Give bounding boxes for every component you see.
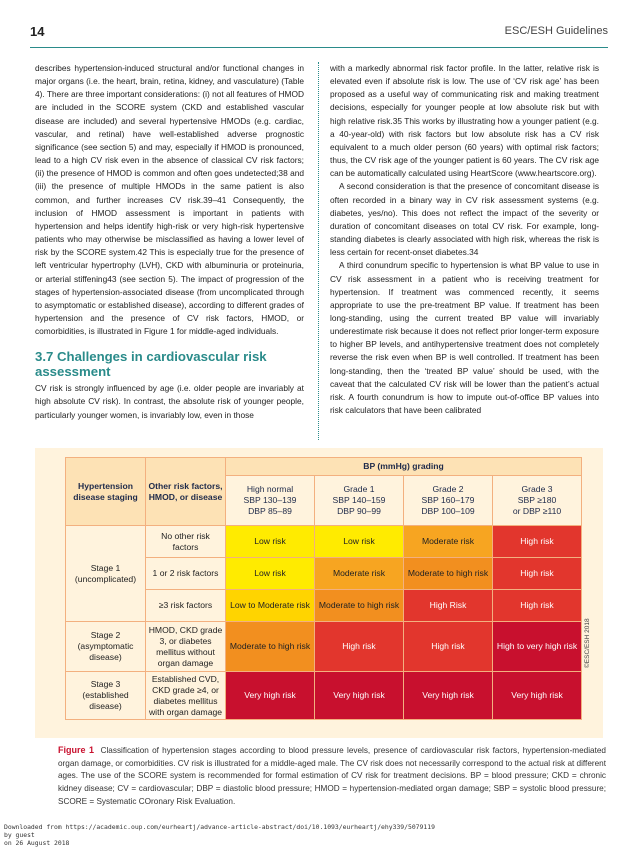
stage-2-label: Stage 2 (asymptomatic disease) bbox=[66, 622, 146, 672]
left-paragraph-1: describes hypertension-induced structural and/or functional changes in major organs (i.e. the heart, brain, retina, kidney, and vasculature) (Table 4). There are three important considerations: (i) not all features of HMOD are included in the SCORE system (CKD and established vascular disease are included) and several hypertensive HMODs (e.g. cardiac, vascular, and retinal) have well-established adverse prognostic significance (see section 5) and may, especially if HMOD is pronounced, lead to a high CV risk even in the absence of classical CV risk factors; (ii) the presence of HMOD is common and often goes undetected;38 and (iii) the presence of multiple HMODs in the same patient is also common, and further increases CV risk.39–41 Consequently, the inclusion of HMOD assessment is important in patients with hypertension and helps identify high-risk or very high-risk hypertensive patients who may otherwise be misclassified as having a lower level of risk by the SCORE system.42 This is especially true for the presence of left ventricular hypertrophy (LVH), CKD with albuminuria or proteinuria, or arterial stiffening43 (see section 5). The impact of progression of the stages of hypertension-associated disease (from uncomplicated through to asymptomatic or established disease), according to different grades of hypertension and the presence of CV risk factors, HMOD, or comorbidities, is illustrated in Figure 1 for middle-aged individuals. bbox=[35, 63, 304, 337]
risk-cell: High risk bbox=[493, 590, 582, 622]
risk-cell: Very high risk bbox=[404, 672, 493, 720]
risk-cell: High risk bbox=[315, 622, 404, 672]
header-bp-grading: BP (mmHg) grading bbox=[226, 458, 582, 476]
risk-cell: High Risk bbox=[404, 590, 493, 622]
row-factor: Established CVD, CKD grade ≥4, or diabetes mellitus with organ damage bbox=[146, 672, 226, 720]
risk-cell: Low risk bbox=[226, 526, 315, 558]
risk-cell: Low risk bbox=[315, 526, 404, 558]
header-risk-factors: Other risk factors, HMOD, or disease bbox=[146, 458, 226, 526]
download-url: Downloaded from https://academic.oup.com/eurheartj/advance-article-abstract/doi/10.1093/eurheartj/ehy339/5079119 bbox=[4, 823, 435, 831]
row-factor: 1 or 2 risk factors bbox=[146, 558, 226, 590]
risk-cell: Moderate risk bbox=[315, 558, 404, 590]
risk-cell: Moderate to high risk bbox=[226, 622, 315, 672]
grade-header-high-normal: High normal SBP 130–139 DBP 85–89 bbox=[226, 476, 315, 526]
right-column bbox=[330, 62, 599, 417]
right-paragraph-1: with a markedly abnormal risk factor profile. In the latter, relative risk is elevated even if absolute risk is low. The use of ‘CV risk age’ has been proposed as a useful way of communicating risk and making treatment decisions, especially for younger people at low absolute risk but with high relative risk.35 This works by illustrating how a younger patient (e.g. a 40-year-old) with risk factors but low absolute risk has a CV risk equivalent to a much older person (60 years) with optimal risk factors; thus, the CV risk age of the younger patient is 60 years. The CV risk age can be automatically calculated using HeartScore (www.heartscore.org). bbox=[330, 63, 599, 179]
download-note bbox=[4, 823, 435, 848]
header-rule bbox=[30, 47, 608, 48]
stage-3-label: Stage 3 (established disease) bbox=[66, 672, 146, 720]
grade-header-3: Grade 3 SBP ≥180 or DBP ≥110 bbox=[493, 476, 582, 526]
left-column bbox=[35, 62, 304, 422]
grade-header-1: Grade 1 SBP 140–159 DBP 90–99 bbox=[315, 476, 404, 526]
risk-cell: Moderate risk bbox=[404, 526, 493, 558]
risk-cell: Very high risk bbox=[493, 672, 582, 720]
risk-cell: Low risk bbox=[226, 558, 315, 590]
risk-cell: High risk bbox=[493, 558, 582, 590]
grade-header-2: Grade 2 SBP 160–179 DBP 100–109 bbox=[404, 476, 493, 526]
row-factor: HMOD, CKD grade 3, or diabetes mellitus without organ damage bbox=[146, 622, 226, 672]
figure-caption bbox=[58, 744, 606, 809]
risk-cell: Very high risk bbox=[315, 672, 404, 720]
risk-cell: High risk bbox=[493, 526, 582, 558]
section-heading: 3.7 Challenges in cardiovascular risk assessment bbox=[35, 349, 267, 380]
risk-table bbox=[65, 457, 582, 720]
right-paragraph-3: A third conundrum specific to hypertension is what BP value to use in CV risk assessment in a patient who is receiving treatment for hypertension. If treatment was commenced recently, it seems appropriate to use the pre-treatment BP value. If treatment has been long-standing, using the current treated BP value will invariably underestimate risk because it does not reflect prior longer-term exposure to higher BP levels, and antihypertensive treatment does not completely reverse the risk even when BP is well controlled. If treatment has been long-standing, then the ‘treated BP value’ should be used, with the caveat that the calculated CV risk will be lower than the patient’s actual risk. A fourth conundrum is how to impute out-of-office BP values into risk calculators that have been calibrated bbox=[330, 260, 599, 416]
page-number: 14 bbox=[30, 24, 45, 39]
header-stage: Hypertension disease staging bbox=[66, 458, 146, 526]
row-factor: No other risk factors bbox=[146, 526, 226, 558]
caption-label: Figure 1 bbox=[58, 745, 95, 755]
risk-cell: High risk bbox=[404, 622, 493, 672]
risk-cell: Very high risk bbox=[226, 672, 315, 720]
caption-text: Classification of hypertension stages according to blood pressure levels, presence of cardiovascular risk factors, hypertension-mediated organ damage, or comorbidities. CV risk is illustrated for a middle-aged male. The CV risk does not necessarily correspond to the actual risk at different ages. The use of the SCORE system is recommended for formal estimation of CV risk for treatment decisions. BP = blood pressure; CKD = chronic kidney disease; CV = cardiovascular; DBP = diastolic blood pressure; HMOD = hypertension-mediated organ damage; SBP = systolic blood pressure; SCORE = Systematic COronary Risk Evaluation. bbox=[58, 746, 606, 806]
copyright-note: ©ESC/ESH 2018 bbox=[584, 618, 591, 668]
risk-cell: Moderate to high risk bbox=[315, 590, 404, 622]
left-paragraph-2: CV risk is strongly influenced by age (i.e. older people are invariably at high absolute CV risk). In contrast, the absolute risk of younger people, particularly younger women, is invariably low, even in those bbox=[35, 383, 304, 420]
stage-1-label: Stage 1 (uncomplicated) bbox=[66, 526, 146, 622]
risk-cell: Low to Moderate risk bbox=[226, 590, 315, 622]
download-by: by guest bbox=[4, 831, 35, 840]
download-date: on 26 August 2018 bbox=[4, 839, 70, 848]
running-head: ESC/ESH Guidelines bbox=[504, 25, 608, 37]
right-paragraph-2: A second consideration is that the presence of concomitant disease is often recorded in a binary way in CV risk assessment systems (e.g. diabetes, yes/no). This does not reflect the impact of the severity or duration of concomitant diseases on total CV risk. For example, long-standing diabetes is clearly associated with high risk, whereas the risk is less certain for recent-onset diabetes.34 bbox=[330, 181, 599, 258]
page-header bbox=[0, 0, 638, 44]
row-factor: ≥3 risk factors bbox=[146, 590, 226, 622]
risk-cell: High to very high risk bbox=[493, 622, 582, 672]
column-divider bbox=[318, 62, 319, 440]
figure-1 bbox=[35, 448, 603, 738]
risk-cell: Moderate to high risk bbox=[404, 558, 493, 590]
